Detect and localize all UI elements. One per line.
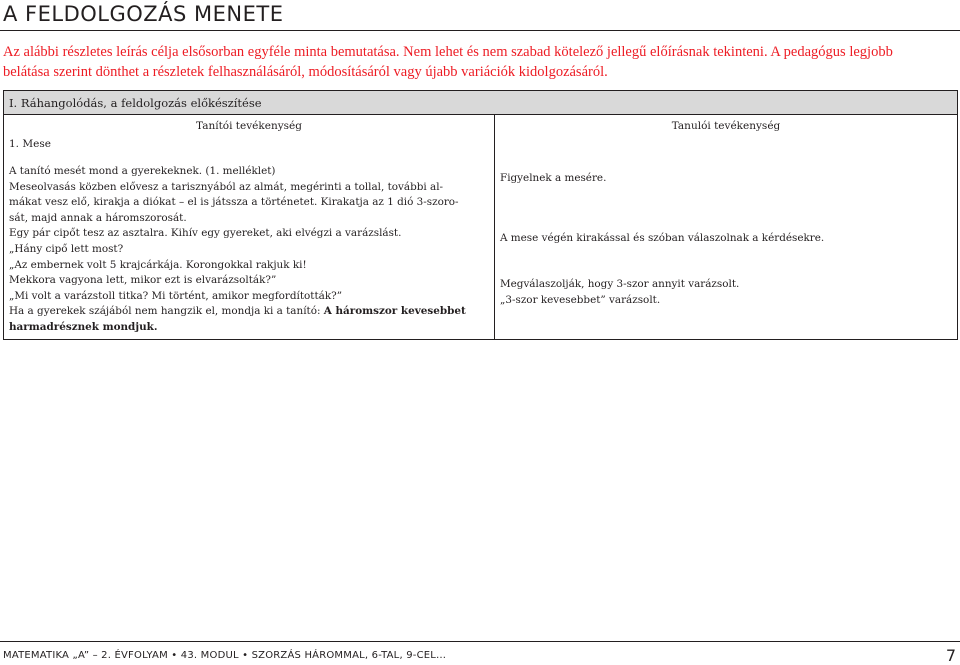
subsection-title: 1. Mese (9, 138, 51, 150)
student-line: A mese végén kirakással és szóban válaszolnak a kérdésekre. (500, 232, 825, 244)
teacher-line: „Az embernek volt 5 krajcárkája. Korongokkal rakjuk ki! (9, 258, 307, 271)
page-number: 7 (945, 646, 956, 665)
student-line: Megválaszolják, hogy 3-szor annyit varázsolt. (500, 278, 740, 290)
student-activity-text (500, 231, 955, 247)
intro-line: belátása szerint dönthet a részletek felhasználásáról, módosításáról vagy újabb variációk kidolgozásáról. (3, 64, 608, 80)
teacher-line: Egy pár cipőt tesz az asztalra. Kihív egy gyereket, aki elvégzi a varázslást. (9, 227, 402, 240)
intro-paragraph (3, 42, 958, 82)
teacher-line-bold: harmadrésznek mondjuk. (9, 320, 158, 333)
column-divider (494, 115, 495, 339)
lesson-table (3, 90, 958, 340)
teacher-line-text: Ha a gyerekek szájából nem hangzik el, mondja ki a tanító: (9, 305, 324, 318)
teacher-line-bold: A háromszor kevesebbet (323, 305, 466, 318)
student-activity-text (500, 277, 955, 308)
student-column-header: Tanulói tevékenység (671, 120, 781, 132)
teacher-line: „Mi volt a varázstoll titka? Mi történt, amikor megfordították?” (9, 289, 343, 302)
teacher-line: Meseolvasás közben elővesz a tarisznyából az almát, megérinti a tollal, további al- (9, 180, 444, 193)
student-line: Figyelnek a mesére. (500, 172, 607, 184)
teacher-line: sát, majd annak a háromszorosát. (9, 211, 187, 224)
page-title: A FELDOLGOZÁS MENETE (3, 2, 284, 26)
teacher-activity-text (9, 164, 491, 336)
student-activity-text (500, 171, 955, 187)
teacher-line: A tanító mesét mond a gyerekeknek. (1. melléklet) (9, 165, 276, 177)
teacher-line: „Hány cipő lett most? (9, 242, 124, 255)
intro-line: Az alábbi részletes leírás célja elsősorban egyféle minta bemutatása. Nem lehet és nem szabad kötelező jellegű előírásnak tekinteni. A pedagógus legjobb (3, 44, 893, 60)
teacher-line (9, 320, 491, 336)
footer-running-title: MATEMATIKA „A” – 2. ÉVFOLYAM • 43. MODUL • SZORZÁS HÁROMMAL, 6-TAL, 9-CEL… (3, 650, 447, 661)
title-divider (0, 30, 960, 31)
footer-divider (0, 641, 960, 642)
section-heading: I. Ráhangolódás, a feldolgozás előkészítése (4, 91, 957, 115)
teacher-column-header: Tanítói tevékenység (196, 120, 302, 132)
student-line: „3-szor kevesebbet” varázsolt. (500, 293, 661, 306)
teacher-line: mákat vesz elő, kirakja a diókat – el is játssza a történetet. Kirakatja az 1 dió 3-szoro- (9, 196, 459, 209)
teacher-line (9, 304, 491, 320)
teacher-line: Mekkora vagyona lett, mikor ezt is elvarázsolták?” (9, 274, 277, 287)
